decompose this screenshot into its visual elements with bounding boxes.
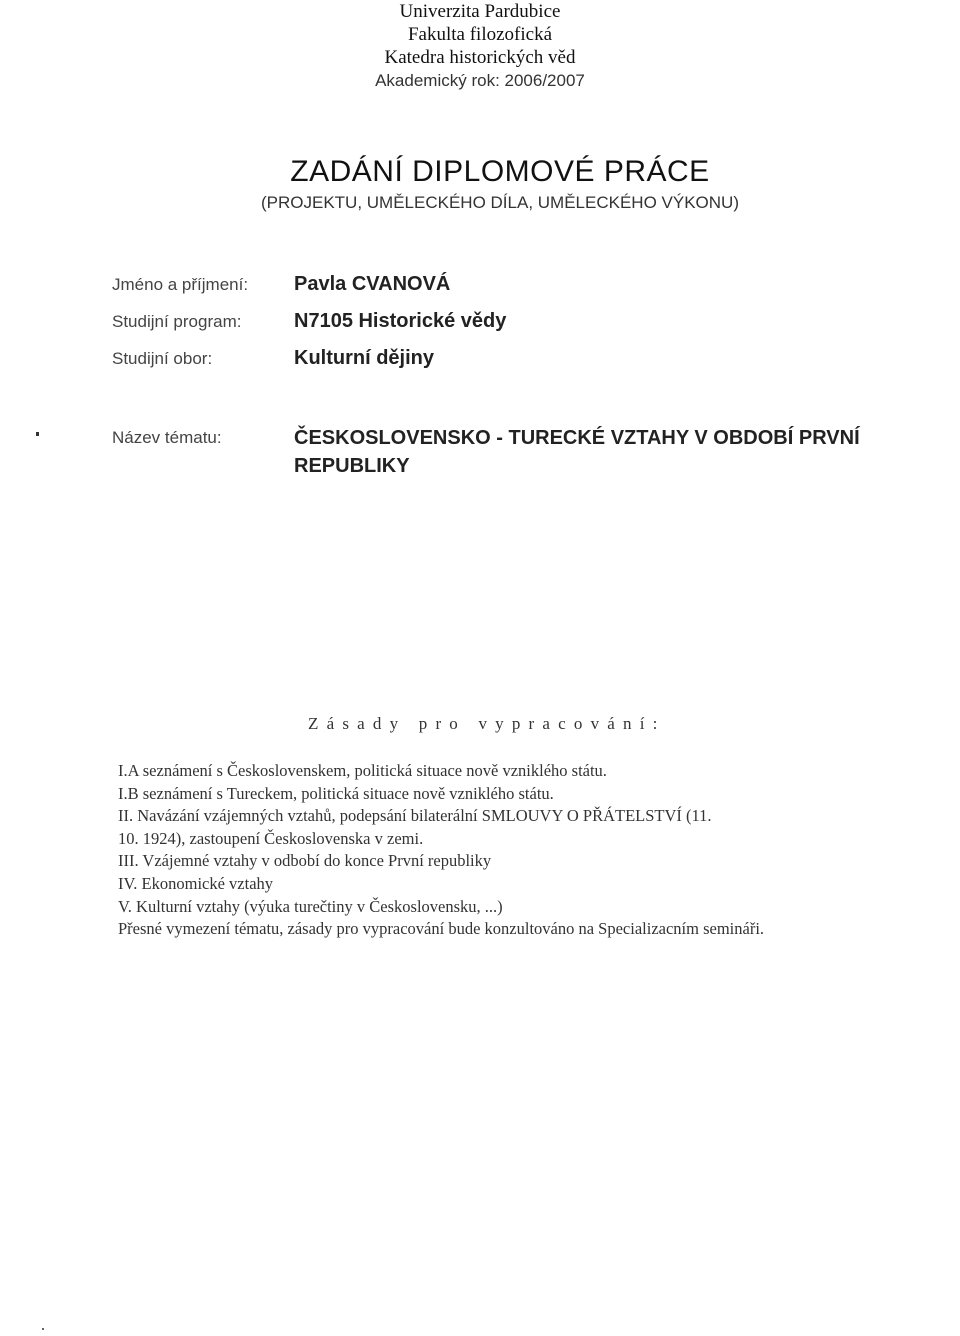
principles-body <box>118 760 898 941</box>
name-value: Pavla CVANOVÁ <box>294 273 451 295</box>
margin-mark <box>36 432 39 436</box>
principle-line-4: 10. 1924), zastoupení Československa v zemi. <box>118 828 424 848</box>
principles-closing: Přesné vymezení tématu, zásady pro vypracování bude konzultováno na Specializacním semináři. <box>118 919 765 939</box>
principles-heading: Zásady pro vypracování: <box>308 714 666 733</box>
name-label: Jméno a příjmení: <box>112 275 249 294</box>
branch-value: Kulturní dějiny <box>294 347 434 369</box>
academic-year: Akademický rok: 2006/2007 <box>375 71 585 90</box>
scan-speck <box>42 1328 44 1330</box>
principle-line-3: II. Navázání vzájemných vztahů, podepsání bilaterální SMLOUVY O PŘÁTELSTVÍ (11. <box>118 806 712 826</box>
principle-line-1: I.A seznámení s Československem, politická situace nově vzniklého státu. <box>118 761 607 780</box>
program-value: N7105 Historické vědy <box>294 310 507 332</box>
title-block <box>0 154 960 214</box>
topic-value: ČESKOSLOVENSKO - TURECKÉ VZTAHY V OBDOBÍ PRVNÍ REPUBLIKY <box>294 427 860 477</box>
principle-line-5: III. Vzájemné vztahy v odbobí do konce První republiky <box>118 851 492 871</box>
branch-label: Studijní obor: <box>112 349 213 368</box>
principle-line-7: V. Kulturní vztahy (výuka turečtiny v Československu, ...) <box>118 896 503 916</box>
document-subtitle: (PROJEKTU, UMĚLECKÉHO DÍLA, UMĚLECKÉHO VÝKONU) <box>261 193 739 212</box>
faculty-name: Fakulta filozofická <box>407 24 553 45</box>
document-header <box>0 0 960 92</box>
principle-line-6: IV. Ekonomické vztahy <box>118 873 274 893</box>
program-label: Studijní program: <box>112 312 242 331</box>
university-name: Univerzita Pardubice <box>399 1 561 22</box>
document-title: ZADÁNÍ DIPLOMOVÉ PRÁCE <box>290 155 710 188</box>
principle-line-2: I.B seznámení s Tureckem, politická situace nově vzniklého státu. <box>118 783 554 803</box>
topic-label: Název tématu: <box>112 428 222 447</box>
department-name: Katedra historických věd <box>384 47 576 68</box>
